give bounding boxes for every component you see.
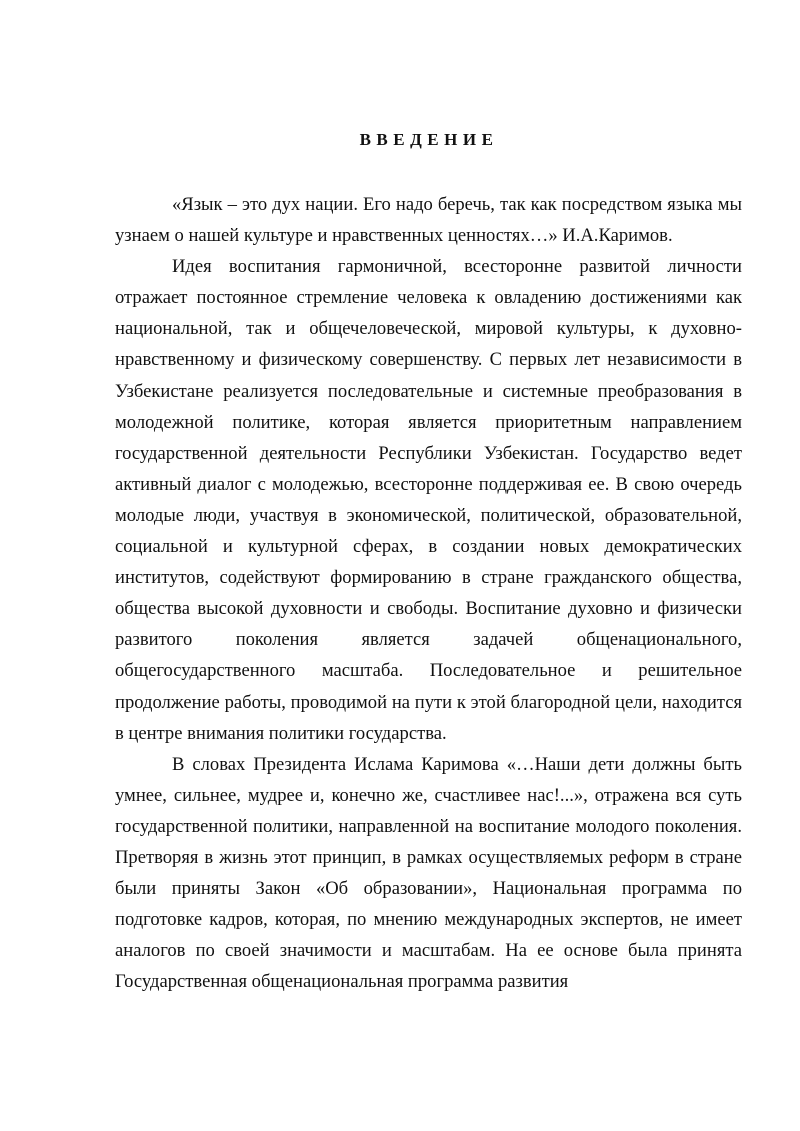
page-title: ВВЕДЕНИЕ <box>359 130 499 149</box>
paragraph-epigraph: «Язык – это дух нации. Его надо беречь, так как посредством языка мы узнаем о нашей культуре и нравственных ценностях…» И.А.Каримов. <box>115 194 742 247</box>
document-body <box>115 189 742 997</box>
paragraph-2: В словах Президента Ислама Каримова «…Наши дети должны быть умнее, сильнее, мудрее и, конечно же, счастливее нас!...», отражена вся суть государственной политики, направленной на воспитание молодого поколения. Претворяя в жизнь этот принцип, в рамках осуществляемых реформ в стране были приняты Закон «Об образовании», Национальная программа по подготовке кадров, которая, по мнению международных экспертов, не имеет аналогов по своей значимости и масштабам. На ее основе была принята Государственная общенациональная программа развития <box>115 753 742 993</box>
paragraph-1: Идея воспитания гармоничной, всесторонне развитой личности отражает постоянное стремление человека к овладению достижениями как национальной, так и общечеловеческой, мировой культуры, к духовно-нравственному и физическому совершенству. С первых лет независимости в Узбекистане реализуется последовательные и системные преобразования в молодежной политике, которая является приоритетным направлением государственной деятельности Республики Узбекистан. Государство ведет активный диалог с молодежью, всесторонне поддерживая ее. В свою очередь молодые люди, участвуя в экономической, политической, образовательной, социальной и культурной сферах, в создании новых демократических институтов, содействуют формированию в стране гражданского общества, общества высокой духовности и свободы. Воспитание духовно и физически развитого поколения является задачей общенационального, общегосударственного масштаба. Последовательное и решительное продолжение работы, проводимой на пути к этой благородной цели, находится в центре внимания политики государства. <box>115 256 742 744</box>
